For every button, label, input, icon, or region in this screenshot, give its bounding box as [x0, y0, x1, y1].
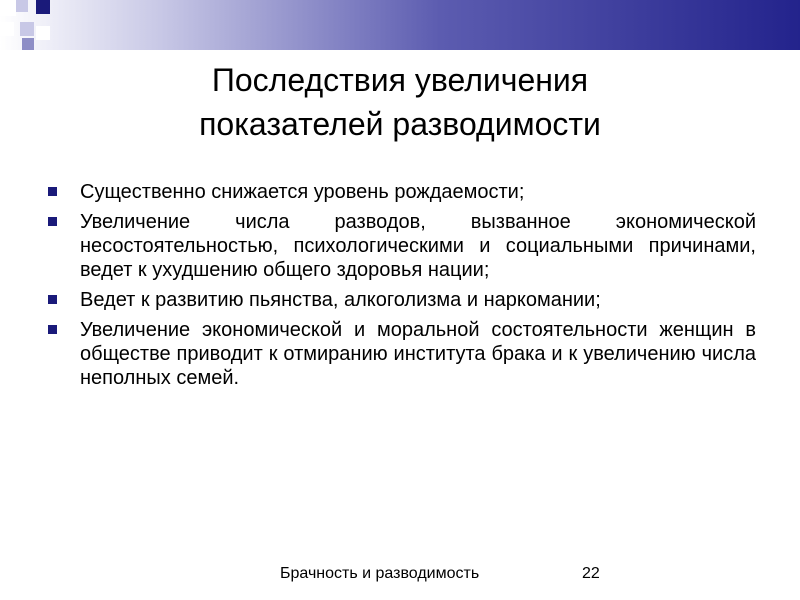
bullet-list	[48, 180, 756, 396]
slide-title-line-1: Последствия увеличения	[211, 62, 589, 98]
bullet-text: Увеличение числа разводов, вызванное экономической несостоятельностью, психологическими и социальными причинами, ведет к ухудшению общего здоровья нации;	[80, 211, 756, 281]
square-bullet-icon	[48, 217, 57, 226]
square-bullet-icon	[48, 325, 57, 334]
bullet-text: Существенно снижается уровень рождаемости;	[80, 181, 525, 203]
slide-title-line-2: показателей разводимости	[199, 106, 601, 142]
bullet-item	[48, 288, 756, 312]
footer-caption: Брачность и разводимость	[280, 565, 480, 582]
slide-title	[0, 58, 800, 146]
square-bullet-icon	[48, 295, 57, 304]
bullet-item	[48, 210, 756, 282]
page-number: 22	[582, 565, 600, 582]
bullet-text: Увеличение экономической и моральной состоятельности женщин в обществе приводит к отмиранию института брака и к увеличению числа неполных семей.	[80, 319, 756, 389]
bullet-item	[48, 180, 756, 204]
bullet-text: Ведет к развитию пьянства, алкоголизма и наркомании;	[80, 289, 601, 311]
bullet-item	[48, 318, 756, 390]
square-bullet-icon	[48, 187, 57, 196]
header-gradient-bar	[0, 0, 800, 50]
